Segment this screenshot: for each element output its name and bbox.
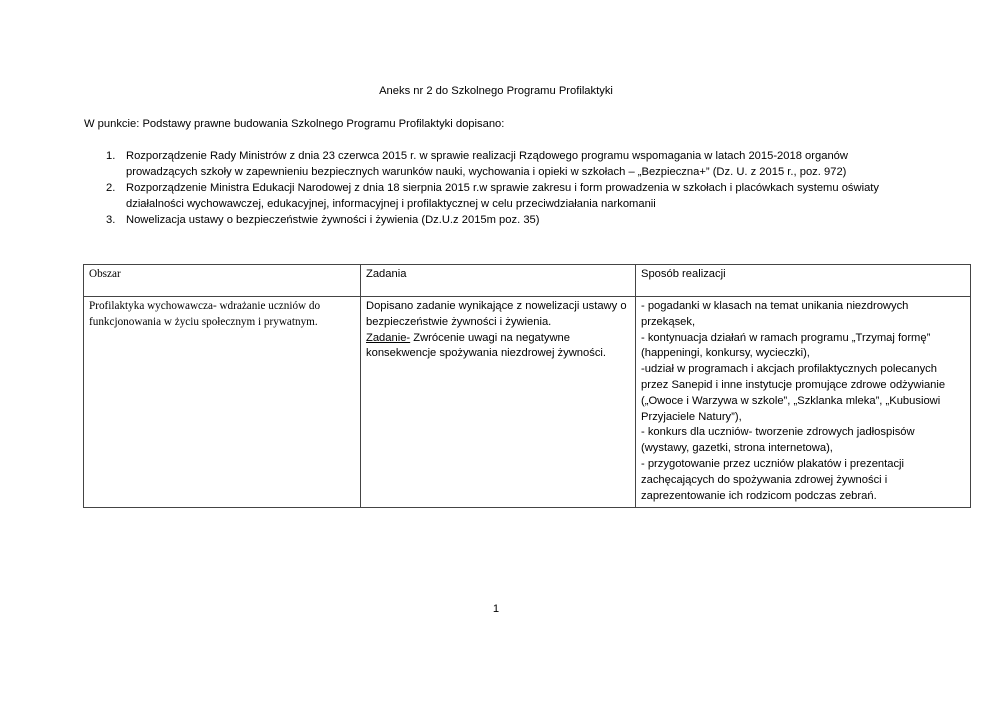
realizacja-item: -udział w programach i akcjach profilaktycznych polecanych przez Sanepid i inne instytucje promujące zdrowe odżywianie („Owoce i Warzywa w szkole”, „Szklanka mleka”, „Kubusiowi Przyjaciele Natury”),	[641, 363, 946, 423]
realizacja-item: - pogadanki w klasach na temat unikania niezdrowych przekąsek,	[641, 300, 909, 328]
list-item	[84, 148, 914, 180]
list-item-number: 1.	[106, 150, 116, 162]
list-item-text: Nowelizacja ustawy o bezpieczeństwie żywności i żywienia (Dz.U.z 2015m poz. 35)	[126, 214, 540, 226]
header-zadania: Zadania	[361, 265, 636, 297]
cell-obszar: Profilaktyka wychowawcza- wdrażanie uczniów do funkcjonowania w życiu społecznym i prywatnym.	[84, 297, 361, 508]
zadania-task	[366, 331, 630, 363]
header-sposob-realizacji: Sposób realizacji	[636, 265, 971, 297]
list-item	[84, 212, 914, 228]
cell-zadania	[361, 297, 636, 508]
realizacja-item: - konkurs dla uczniów- tworzenie zdrowych jadłospisów (wystawy, gazetki, strona internetowa),	[641, 426, 915, 455]
list-item-number: 2.	[106, 182, 116, 194]
list-item-text: Rozporządzenie Rady Ministrów z dnia 23 czerwca 2015 r. w sprawie realizacji Rządowego programu wspomagania w latach 2015-2018 organów prowadzących szkoły w zapewnieniu bezpiecznych warunków nauki, wychowania i opieki w szkołach – „Bezpieczna+” (Dz. U. z 2015 r., poz. 972)	[126, 150, 848, 178]
header-obszar: Obszar	[84, 265, 361, 297]
cell-sposob-realizacji	[636, 297, 971, 508]
program-table	[83, 264, 971, 508]
document-title: Aneks nr 2 do Szkolnego Programu Profilaktyki	[379, 85, 613, 97]
intro-paragraph: W punkcie: Podstawy prawne budowania Szkolnego Programu Profilaktyki dopisano:	[84, 118, 505, 130]
table-header-row	[84, 265, 971, 297]
zadania-detail: Zwrócenie uwagi na negatywne konsekwencje spożywania niezdrowej żywności.	[366, 331, 607, 360]
realizacja-item: - przygotowanie przez uczniów plakatów i prezentacji zachęcających do spożywania zdrowej żywności i zaprezentowanie ich rodzicom podczas zebrań.	[641, 457, 905, 502]
zadania-note: Dopisano zadanie wynikające z nowelizacji ustawy o bezpieczeństwie żywności i żywienia.	[366, 300, 627, 328]
zadania-label: Zadanie-	[366, 331, 411, 344]
list-item-number: 3.	[106, 214, 116, 226]
page-number: 1	[492, 603, 500, 615]
legal-basis-list	[84, 148, 914, 228]
table-row	[84, 297, 971, 508]
list-item	[84, 180, 914, 212]
list-item-text: Rozporządzenie Ministra Edukacji Narodowej z dnia 18 sierpnia 2015 r.w sprawie zakresu i form prowadzenia w szkołach i placówkach systemu oświaty działalności wychowawczej, edukacyjnej, informacyjnej i profilaktycznej w celu przeciwdziałania narkomanii	[126, 182, 880, 210]
realizacja-item: - kontynuacja działań w ramach programu „Trzymaj formę” (happeningi, konkursy, wycieczki),	[641, 331, 931, 360]
